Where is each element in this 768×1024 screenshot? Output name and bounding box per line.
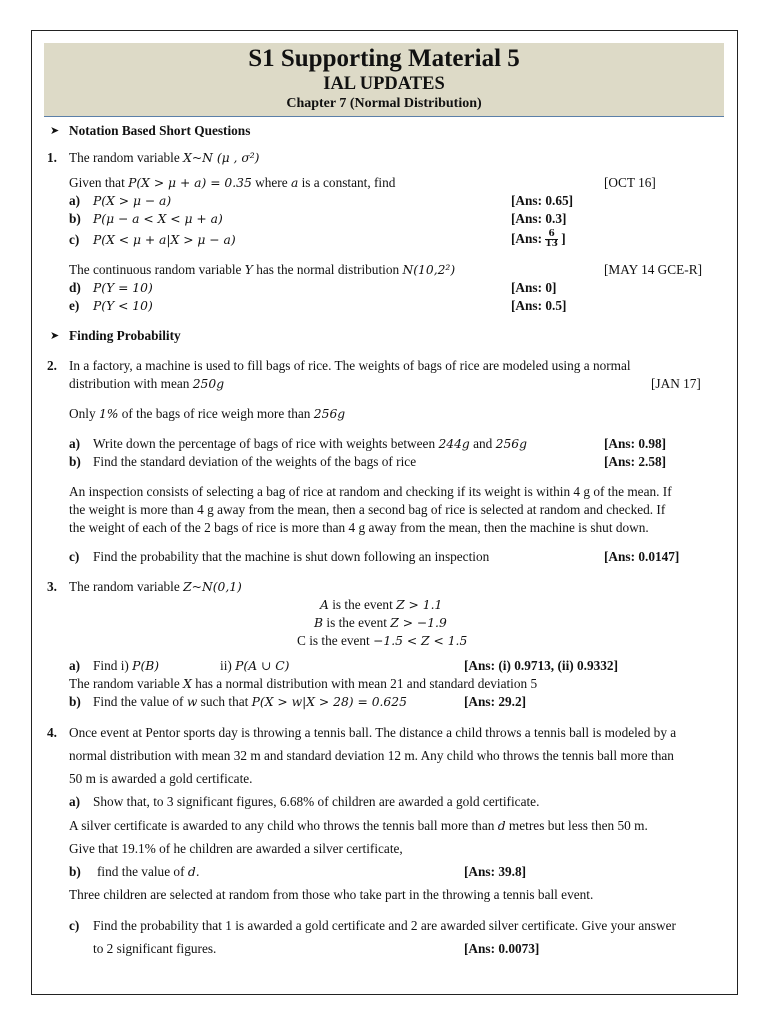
part-label: a) xyxy=(69,436,81,451)
answer: [Ans: $\frac{6}{13}$ ] xyxy=(511,229,566,250)
part-math: P(μ − a < X < μ + a) xyxy=(93,212,223,226)
header-banner xyxy=(44,43,724,117)
exam-reference: [JAN 17] xyxy=(651,376,701,391)
answer: [Ans: 0.3] xyxy=(511,211,567,226)
answer-fraction: $\frac{6}{13}$ xyxy=(545,229,558,250)
question-text: Three children are selected at random from those who take part in the throwing a tennis ball event. xyxy=(69,887,594,902)
paragraph-line: An inspection consists of selecting a bag of rice at random and checking if its weight is within 4 g of the mean. If xyxy=(69,484,672,499)
question-text: Only 1% of the bags of rice weigh more than 256g xyxy=(69,406,346,421)
exam-reference: [OCT 16] xyxy=(604,175,656,190)
chapter-title: Chapter 7 (Normal Distribution) xyxy=(286,96,482,111)
answer: [Ans: 0.98] xyxy=(604,436,667,451)
part-text: ii) P(A ∪ C) xyxy=(220,658,290,673)
part-text: Find the value of w such that P(X > w|X > 28) = 0.625 xyxy=(93,694,407,709)
event-definition: B is the event Z > −1.9 xyxy=(314,615,447,630)
answer: [Ans: 0.0147] xyxy=(604,549,680,564)
part-text: Write down the percentage of bags of rice with weights between 244g and 256g xyxy=(93,436,527,451)
question-text: The continuous random variable Y has the normal distribution N(10,2²) xyxy=(69,262,456,277)
section-arrow-icon: ➤ xyxy=(50,125,60,137)
part-text: Find the standard deviation of the weights of the bags of rice xyxy=(93,454,417,469)
part-math: P(X > μ − a) xyxy=(93,194,172,208)
part-text: find the value of d. xyxy=(97,864,200,879)
question-number: 4. xyxy=(47,725,57,740)
question-stem: The random variable X~N (μ , σ²) xyxy=(69,150,260,165)
part-label: a) xyxy=(69,794,81,809)
question-stem: The random variable Z~N(0,1) xyxy=(69,579,242,594)
paragraph-line: the weight of each of the 2 bags of rice is more than 4 g away from the mean, then the machine is shut down. xyxy=(69,520,649,535)
part-label: c) xyxy=(69,549,80,564)
section-heading: Notation Based Short Questions xyxy=(69,123,251,138)
part-text: Show that, to 3 significant figures, 6.68% of children are awarded a gold certificate. xyxy=(93,794,540,809)
question-number: 3. xyxy=(47,579,57,594)
answer: [Ans: (i) 0.9713, (ii) 0.9332] xyxy=(464,658,619,673)
part-text: to 2 significant figures. xyxy=(93,941,217,956)
question-text: Give that 19.1% of he children are awarded a silver certificate, xyxy=(69,841,403,856)
event-definition: A is the event Z > 1.1 xyxy=(320,597,443,612)
part-label: e) xyxy=(69,298,80,313)
paragraph-line: the weight is more than 4 g away from the mean, then a second bag of rice is selected at random and checked. If xyxy=(69,502,666,517)
answer: [Ans: 29.2] xyxy=(464,694,527,709)
part-label: c) xyxy=(69,232,80,247)
part-math: P(X < μ + a|X > μ − a) xyxy=(93,233,236,247)
question-number: 1. xyxy=(47,150,57,165)
question-text: 50 m is awarded a gold certificate. xyxy=(69,771,253,786)
question-text: The random variable X has a normal distribution with mean 21 and standard deviation 5 xyxy=(69,676,538,691)
answer: [Ans: 0.5] xyxy=(511,298,567,313)
part-label: b) xyxy=(69,211,81,226)
part-label: a) xyxy=(69,193,81,208)
part-text: Find i) P(B) xyxy=(93,658,160,673)
part-text: Find the probability that 1 is awarded a gold certificate and 2 are awarded silver certificate. Give your answer xyxy=(93,918,676,933)
part-label: b) xyxy=(69,864,81,879)
event-definition: C is the event −1.5 < Z < 1.5 xyxy=(297,633,468,648)
answer: [Ans: 2.58] xyxy=(604,454,667,469)
question-text: distribution with mean 250g xyxy=(69,376,225,391)
question-text: In a factory, a machine is used to fill bags of rice. The weights of bags of rice are modeled using a normal xyxy=(69,358,631,373)
part-label: a) xyxy=(69,658,81,673)
question-text: Once event at Pentor sports day is throwing a tennis ball. The distance a child throws a tennis ball is modeled by a xyxy=(69,725,677,740)
question-text: A silver certificate is awarded to any child who throws the tennis ball more than d metres but less then 50 m. xyxy=(69,818,648,833)
part-math: P(Y = 10) xyxy=(93,281,153,295)
part-label: b) xyxy=(69,694,81,709)
section-heading: Finding Probability xyxy=(69,328,181,343)
document-title: S1 Supporting Material 5 xyxy=(248,45,520,72)
exam-reference: [MAY 14 GCE-R] xyxy=(604,262,703,277)
question-given: Given that P(X > μ + a) = 0.35 where a is a constant, find xyxy=(69,175,396,190)
part-text: Find the probability that the machine is shut down following an inspection xyxy=(93,549,490,564)
answer: [Ans: 0.65] xyxy=(511,193,574,208)
section-arrow-icon: ➤ xyxy=(50,330,60,342)
answer: [Ans: 0] xyxy=(511,280,557,295)
part-math: P(Y < 10) xyxy=(93,299,153,313)
part-label: b) xyxy=(69,454,81,469)
document-subtitle: IAL UPDATES xyxy=(323,74,445,94)
question-text: normal distribution with mean 32 m and standard deviation 12 m. Any child who throws the tennis ball more than xyxy=(69,748,674,763)
question-number: 2. xyxy=(47,358,57,373)
part-label: d) xyxy=(69,280,81,295)
answer: [Ans: 0.0073] xyxy=(464,941,540,956)
answer: [Ans: 39.8] xyxy=(464,864,527,879)
part-label: c) xyxy=(69,918,80,933)
